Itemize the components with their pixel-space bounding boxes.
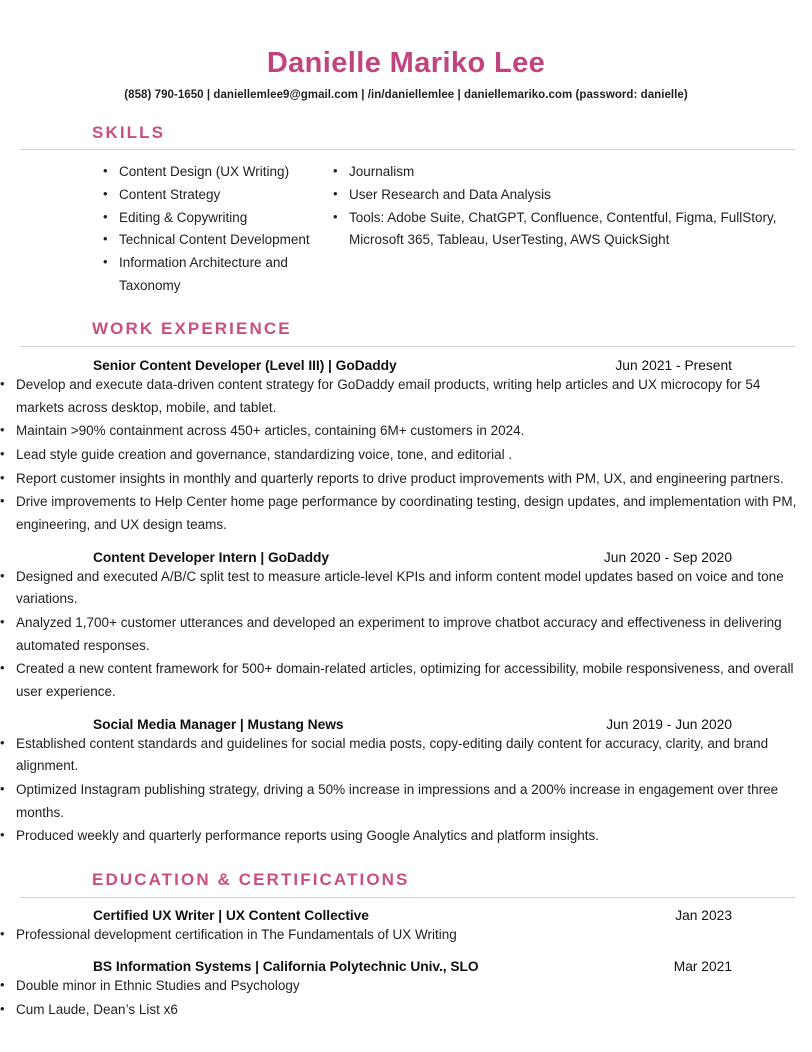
entry-header — [0, 959, 812, 974]
resume-entry — [0, 550, 812, 704]
resume-entry — [0, 959, 812, 1021]
entry-title: Content Developer Intern | GoDaddy — [93, 549, 329, 565]
entry-bullet-list — [0, 733, 812, 848]
entry-bullet: • Optimized Instagram publishing strategy, driving a 50% increase in impressions and a 200% increase in engagement over three months. — [0, 779, 812, 824]
section-work-experience — [0, 319, 812, 848]
section-title-education: EDUCATION & CERTIFICATIONS — [92, 870, 410, 890]
skills-list-left — [103, 161, 320, 297]
entry-bullet-list — [0, 374, 812, 537]
entry-date: Jan 2023 — [675, 907, 732, 923]
skills-list-right — [333, 161, 812, 252]
entry-bullet: • Produced weekly and quarterly performance reports using Google Analytics and platform insights. — [0, 825, 812, 848]
entry-title: Social Media Manager | Mustang News — [93, 716, 344, 732]
candidate-name: Danielle Mariko Lee — [266, 47, 546, 79]
skill-item: • Information Architecture and Taxonomy — [103, 252, 320, 297]
skill-item: • Journalism — [333, 161, 812, 184]
resume-header — [0, 0, 812, 101]
entry-bullet: • Created a new content framework for 500+ domain-related articles, optimizing for accessibility, mobile responsiveness, and overall user experience. — [0, 658, 812, 703]
entry-header — [0, 358, 812, 373]
entry-bullet: • Cum Laude, Dean’s List x6 — [0, 999, 812, 1022]
entry-bullet: • Lead style guide creation and governance, standardizing voice, tone, and editorial . — [0, 444, 812, 467]
skill-item: • Tools: Adobe Suite, ChatGPT, Confluence, Contentful, Figma, FullStory, Microsoft 365, Tableau, UserTesting, AWS QuickSight — [333, 207, 812, 252]
work-experience-entries — [0, 358, 812, 848]
resume-entry — [0, 717, 812, 848]
skill-item: • Editing & Copywriting — [103, 207, 320, 230]
entry-bullet: • Maintain >90% containment across 450+ articles, containing 6M+ customers in 2024. — [0, 420, 812, 443]
entry-bullet: • Double minor in Ethnic Studies and Psychology — [0, 975, 812, 998]
entry-bullet: • Professional development certification in The Fundamentals of UX Writing — [0, 924, 812, 947]
entry-title: Senior Content Developer (Level III) | GoDaddy — [93, 358, 397, 374]
section-title-work-experience: WORK EXPERIENCE — [92, 319, 292, 339]
entry-header — [0, 550, 812, 565]
entry-bullet: • Designed and executed A/B/C split test to measure article-level KPIs and inform content model updates based on voice and tone variations. — [0, 566, 812, 611]
entry-date: Jun 2021 - Present — [615, 358, 732, 374]
entry-date: Jun 2019 - Jun 2020 — [606, 716, 732, 732]
skill-item: • Content Design (UX Writing) — [103, 161, 320, 184]
resume-entry — [0, 908, 812, 947]
skills-column-left — [0, 161, 320, 297]
entry-header — [0, 908, 812, 923]
skill-item: • Content Strategy — [103, 184, 320, 207]
skill-item: • Technical Content Development — [103, 229, 320, 252]
section-skills — [0, 123, 812, 298]
entry-bullet: • Drive improvements to Help Center home page performance by coordinating testing, design updates, and implementation with PM, engineering, and UX design teams. — [0, 491, 812, 536]
entry-bullet-list — [0, 566, 812, 704]
section-education — [0, 870, 812, 1022]
education-entries — [0, 908, 812, 1022]
entry-bullet: • Analyzed 1,700+ customer utterances and developed an experiment to improve chatbot accuracy and effectiveness in delivering automated responses. — [0, 612, 812, 657]
skill-item: • User Research and Data Analysis — [333, 184, 812, 207]
skills-columns — [0, 150, 812, 297]
entry-title: BS Information Systems | California Polytechnic Univ., SLO — [93, 959, 479, 975]
entry-bullet: • Report customer insights in monthly and quarterly reports to drive product improvements with PM, UX, and engineering partners. — [0, 468, 812, 491]
entry-bullet-list — [0, 924, 812, 947]
entry-title: Certified UX Writer | UX Content Collective — [93, 907, 369, 923]
section-divider-work-experience — [20, 346, 795, 347]
resume-entry — [0, 358, 812, 537]
section-title-skills: SKILLS — [92, 122, 166, 142]
entry-bullet-list — [0, 975, 812, 1021]
entry-date: Mar 2021 — [673, 959, 732, 975]
contact-line: (858) 790-1650 | daniellemlee9@gmail.com | /in/daniellemlee | daniellemariko.com (password: danielle) — [124, 88, 688, 101]
entry-bullet: • Develop and execute data-driven content strategy for GoDaddy email products, writing help articles and UX microcopy for 54 markets across desktop, mobile, and tablet. — [0, 374, 812, 419]
entry-bullet: • Established content standards and guidelines for social media posts, copy-editing daily content for accuracy, clarity, and brand alignment. — [0, 733, 812, 778]
entry-date: Jun 2020 - Sep 2020 — [603, 549, 732, 565]
entry-header — [0, 717, 812, 732]
section-divider-education — [20, 897, 795, 898]
skills-column-right — [320, 161, 812, 297]
